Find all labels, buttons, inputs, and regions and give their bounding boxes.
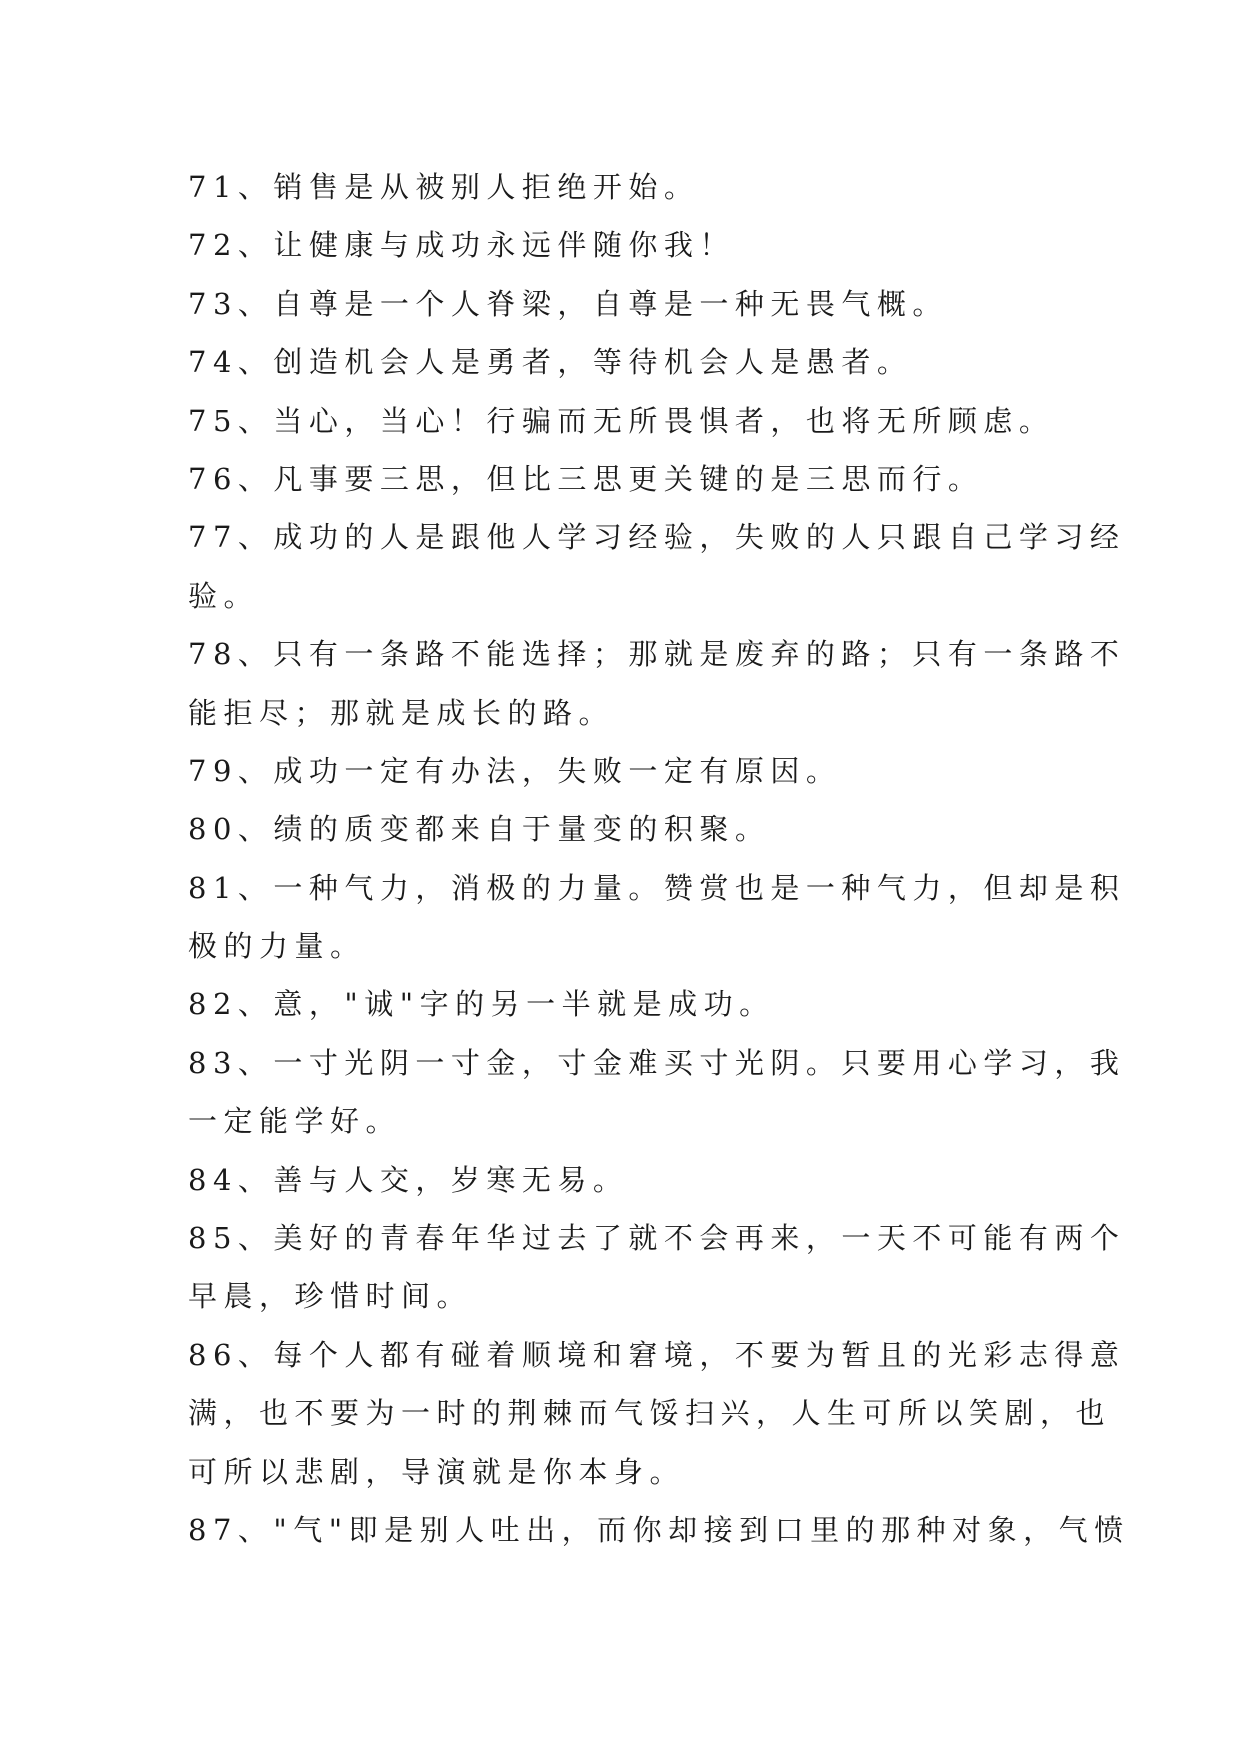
text-line: 可所以悲剧，导演就是你本身。 (188, 1454, 686, 1489)
text-line: 79、成功一定有办法，失败一定有原因。 (188, 753, 842, 788)
text-line: 80、绩的质变都来自于量变的积聚。 (188, 812, 771, 847)
text-line: 76、凡事要三思，但比三思更关键的是三思而行。 (188, 461, 984, 496)
text-line: 73、自尊是一个人脊梁，自尊是一种无畏气概。 (188, 286, 948, 321)
text-line: 72、让健康与成功永远伴随你我！ (188, 228, 735, 263)
text-line: 87、"气"即是别人吐出，而你却接到口里的那种对象，气愤 (188, 1512, 1130, 1547)
text-line: 71、销售是从被别人拒绝开始。 (188, 170, 700, 204)
text-line: 83、一寸光阴一寸金，寸金难买寸光阴。只要用心学习，我 (188, 1045, 1126, 1080)
text-line: 81、一种气力，消极的力量。赞赏也是一种气力，但却是积 (188, 870, 1126, 905)
text-line: 77、成功的人是跟他人学习经验，失败的人只跟自己学习经 (188, 520, 1126, 555)
text-line: 74、创造机会人是勇者，等待机会人是愚者。 (188, 345, 913, 380)
text-line: 82、意，"诚"字的另一半就是成功。 (188, 987, 775, 1022)
text-line: 75、当心，当心！行骗而无所畏惧者，也将无所顾虑。 (188, 403, 1055, 438)
text-line: 满，也不要为一时的荆棘而气馁扫兴，人生可所以笑剧，也 (188, 1396, 1112, 1431)
document-body (188, 158, 1130, 1559)
text-line: 早晨，珍惜时间。 (188, 1279, 473, 1314)
text-line: 验。 (188, 578, 260, 613)
text-line: 86、每个人都有碰着顺境和窘境，不要为暂且的光彩志得意 (188, 1337, 1126, 1372)
text-line: 能拒尽；那就是成长的路。 (188, 695, 615, 730)
text-line: 84、善与人交，岁寒无易。 (188, 1162, 629, 1197)
text-line: 极的力量。 (188, 929, 366, 964)
text-line: 85、美好的青春年华过去了就不会再来，一天不可能有两个 (188, 1221, 1126, 1256)
text-line: 一定能学好。 (188, 1104, 402, 1139)
text-line: 78、只有一条路不能选择；那就是废弃的路；只有一条路不 (188, 637, 1126, 672)
